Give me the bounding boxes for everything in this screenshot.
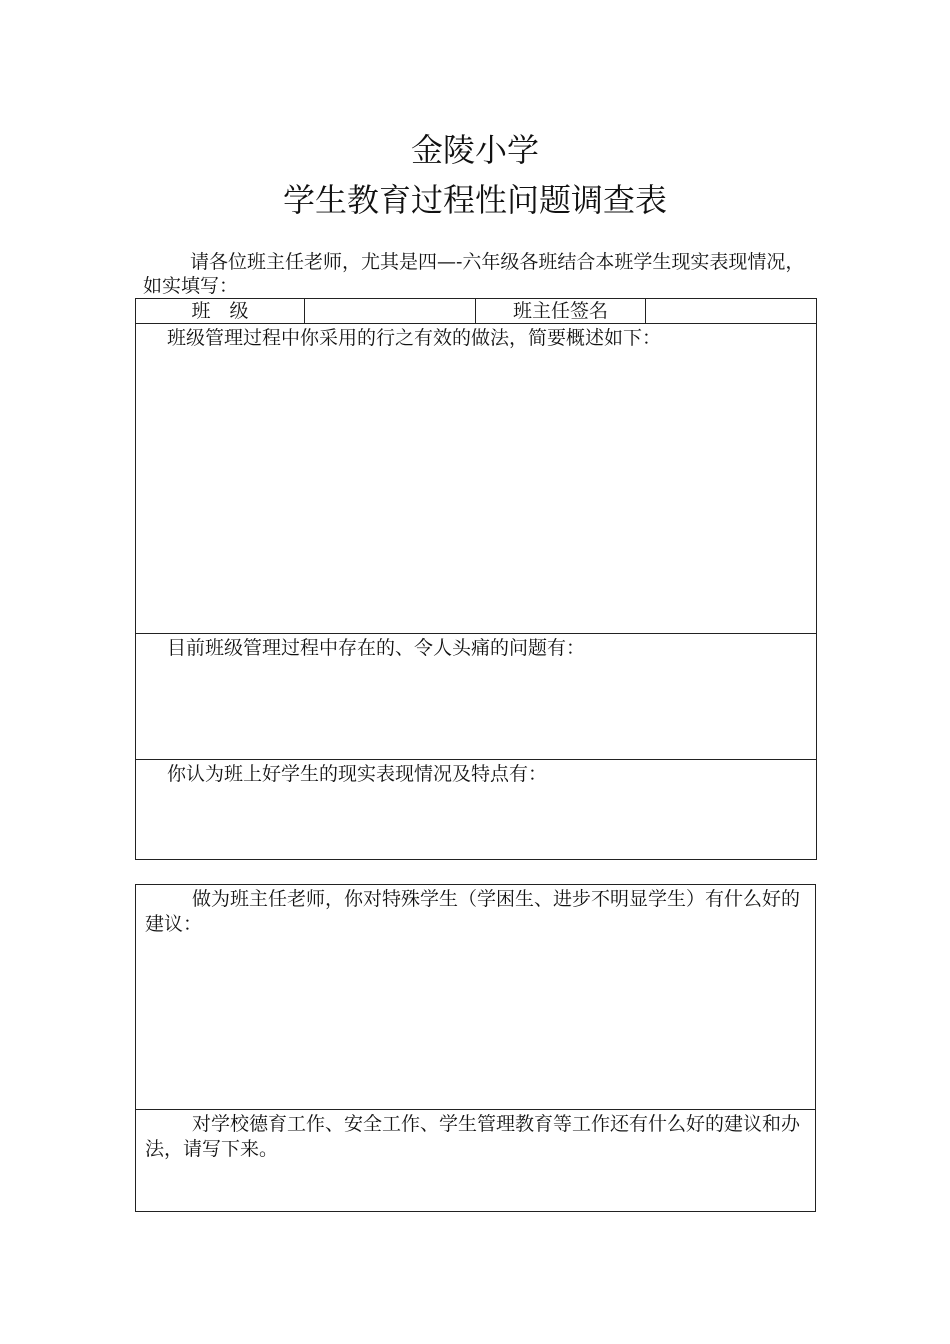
problems-prompt: 目前班级管理过程中存在的、令人头痛的问题有： bbox=[167, 637, 586, 659]
form-title: 学生教育过程性问题调查表 bbox=[282, 181, 667, 219]
school-name: 金陵小学 bbox=[410, 131, 539, 169]
effective-practices-prompt: 班级管理过程中你采用的行之有效的做法，简要概述如下： bbox=[167, 327, 662, 349]
survey-table-2 bbox=[135, 884, 816, 1212]
good-students-prompt: 你认为班上好学生的现实表现情况及特点有： bbox=[167, 763, 548, 785]
survey-table-1 bbox=[135, 298, 817, 860]
signature-field[interactable] bbox=[646, 299, 817, 324]
special-students-section[interactable] bbox=[136, 885, 816, 1110]
school-suggestions-section[interactable] bbox=[136, 1110, 816, 1212]
good-students-section[interactable] bbox=[136, 760, 817, 860]
class-label: 班 级 bbox=[136, 299, 305, 324]
problems-section[interactable] bbox=[136, 634, 817, 760]
signature-label: 班主任签名 bbox=[476, 299, 646, 324]
class-field[interactable] bbox=[305, 299, 476, 324]
intro-text: 请各位班主任老师，尤其是四—-六年级各班结合本班学生现实表现情况，如实填写： bbox=[143, 251, 805, 297]
effective-practices-section[interactable] bbox=[136, 324, 817, 634]
school-suggestions-prompt: 对学校德育工作、安全工作、学生管理教育等工作还有什么好的建议和办法，请写下来。 bbox=[145, 1113, 801, 1160]
header-row bbox=[136, 299, 817, 324]
special-students-prompt: 做为班主任老师，你对特殊学生（学困生、进步不明显学生）有什么好的建议： bbox=[145, 888, 801, 935]
